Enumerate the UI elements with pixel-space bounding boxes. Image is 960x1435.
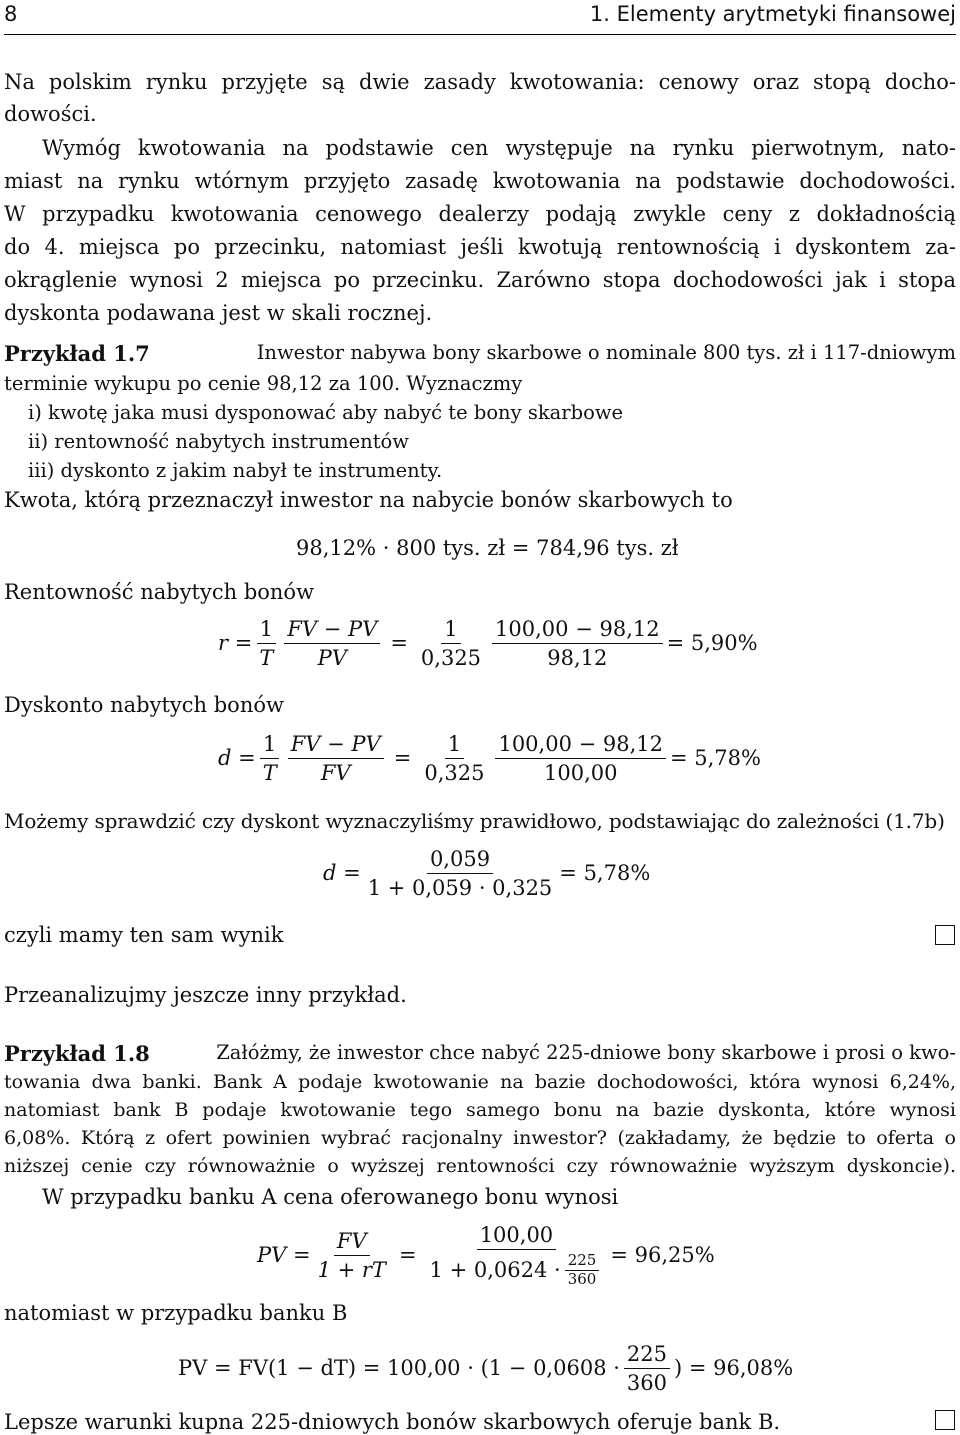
eq-result: = 5,90%: [666, 631, 758, 656]
fraction: $\frac{225}{360}$: [624, 1343, 670, 1394]
example-label: Przykład 1.7: [4, 341, 150, 366]
example-1-8-line: [4, 1043, 956, 1064]
example-label: Przykład 1.8: [4, 1041, 150, 1066]
label-rentownosc: Rentowność nabytych bonów: [4, 580, 315, 604]
paragraph-line: do 4. miejsca po przecinku, natomiast jeśli kwotują rentownością i dyskontem za-: [4, 235, 956, 259]
equation-d: d = $\frac{1}{T}$ $\frac{FV - PV}{FV}$ = $\frac{1}{0,325}$ $\frac{100,00 - 98,12}{100,00}$ = 5,78%: [218, 732, 761, 786]
eq-result: = 96,25%: [610, 1243, 715, 1268]
equation-check: [323, 848, 650, 899]
paragraph-line: czyli mamy ten sam wynik: [4, 923, 284, 947]
example-text: natomiast bank B podaje kwotowanie tego samego bonu na bazie dyskonta, które wynosi: [4, 1099, 956, 1121]
list-item: i) kwotę jaka musi dysponować aby nabyć te bony skarbowe: [28, 401, 624, 424]
eq-result: = 5,78%: [670, 746, 761, 771]
label-dyskonto: Dyskonto nabytych bonów: [4, 693, 284, 717]
qed-square-icon: [935, 925, 955, 945]
equation-amount: 98,12% · 800 tys. zł = 784,96 tys. zł: [296, 536, 679, 560]
fraction: $\frac{1}{T}$: [260, 733, 280, 784]
paragraph-line: Lepsze warunki kupna 225-dniowych bonów skarbowych oferuje bank B.: [4, 1410, 781, 1434]
header-rule: [4, 34, 956, 35]
example-text: terminie wykupu po cenie 98,12 za 100. Wyznaczmy: [4, 372, 523, 395]
list-item: iii) dyskonto z jakim nabył te instrumenty.: [28, 459, 443, 482]
paragraph-line: Na polskim rynku przyjęte są dwie zasady kwotowania: cenowy oraz stopą docho-: [4, 70, 956, 94]
example-text: niższej cenie czy równoważnie o wyższej rentowności czy równoważnie wyższym dyskoncie).: [4, 1155, 956, 1177]
eq-lhs: d =: [323, 861, 361, 886]
fraction: $\frac{1}{T}$: [256, 618, 276, 669]
equation-bank-b: [178, 1343, 793, 1394]
eq-result: ) = 96,08%: [674, 1356, 794, 1381]
qed-square-icon: [935, 1410, 955, 1430]
example-text: towania dwa banki. Bank A podaje kwotowanie na bazie dochodowości, która wynosi 6,24%,: [4, 1071, 956, 1093]
fraction: $\frac{100,00 - 98,12}{100,00}$: [495, 733, 666, 784]
fraction: $\frac{0,059}{1 + 0,059 \cdot 0,325}$: [367, 847, 553, 901]
fraction: $\frac{1}{0,325}$: [420, 617, 482, 671]
example-text: 6,08%. Którą z ofert powinien wybrać racjonalny inwestor? (zakładamy, że będzie to oferta o: [4, 1127, 956, 1149]
eq-lhs: d =: [218, 746, 256, 771]
paragraph-line: dyskonta podawana jest w skali rocznej.: [4, 301, 433, 325]
fraction: $\frac{FV - PV}{FV}$: [288, 733, 384, 784]
example-1-7-line: [4, 343, 956, 364]
paragraph-line: dowości.: [4, 102, 97, 126]
paragraph-line: miast na rynku wtórnym przyjęto zasadę kwotowania na podstawie dochodowości.: [4, 169, 956, 193]
eq-lhs: r =: [218, 631, 253, 656]
paragraph-line: Wymóg kwotowania na podstawie cen występuje na rynku pierwotnym, nato-: [42, 136, 956, 160]
paragraph-line: okrąglenie wynosi 2 miejsca po przecinku. Zarówno stopa dochodowości jak i stopa: [4, 268, 956, 292]
eq-lhs: PV =: [257, 1243, 311, 1268]
page-header: [4, 2, 956, 30]
eq-lhs: PV = FV(1 − dT) = 100,00 · (1 − 0,0608 ·: [178, 1356, 620, 1381]
page-number: 8: [4, 2, 18, 26]
paragraph-line: Kwota, którą przeznaczył inwestor na nabycie bonów skarbowych to: [4, 488, 733, 512]
paragraph-line: Możemy sprawdzić czy dyskont wyznaczyliśmy prawidłowo, podstawiając do zależności (1.7b): [4, 809, 945, 833]
fraction: $\frac{1}{0,325}$: [424, 732, 485, 786]
list-item: ii) rentowność nabytych instrumentów: [28, 430, 409, 453]
fraction: $\frac{225}{360}$: [565, 1253, 600, 1288]
fraction: 100,00 1 + 0,0624 · $\frac{225}{360}$: [427, 1224, 607, 1288]
paragraph-line: W przypadku banku A cena oferowanego bonu wynosi: [42, 1185, 619, 1209]
example-text: Inwestor nabywa bony skarbowe o nominale 800 tys. zł i 117-dniowym: [256, 341, 956, 364]
fraction: $\frac{100,00 - 98,12}{98,12}$: [492, 618, 663, 669]
fraction: $\frac{FV}{1 + rT}$: [317, 1229, 386, 1283]
example-text: Załóżmy, że inwestor chce nabyć 225-dniowe bony skarbowe i prosi o kwo-: [216, 1041, 956, 1064]
equation-bank-a: PV = $\frac{FV}{1 + rT}$ = 100,00 1 + 0,0624 · $\frac{225}{360}$ = 96,25%: [257, 1223, 715, 1288]
chapter-title: 1. Elementy arytmetyki finansowej: [589, 2, 956, 26]
paragraph-line: Przeanalizujmy jeszcze inny przykład.: [4, 983, 407, 1007]
eq-result: = 5,78%: [559, 861, 651, 886]
paragraph-line: natomiast w przypadku banku B: [4, 1301, 348, 1325]
paragraph-line: W przypadku kwotowania cenowego dealerzy podają zwykle ceny z dokładnością: [4, 202, 956, 226]
equation-r: r = $\frac{1}{T}$ $\frac{FV - PV}{PV}$ = $\frac{1}{0,325}$ $\frac{100,00 - 98,12}{98,12}$ = 5,90%: [218, 617, 758, 671]
fraction: $\frac{FV - PV}{PV}$: [284, 618, 380, 669]
